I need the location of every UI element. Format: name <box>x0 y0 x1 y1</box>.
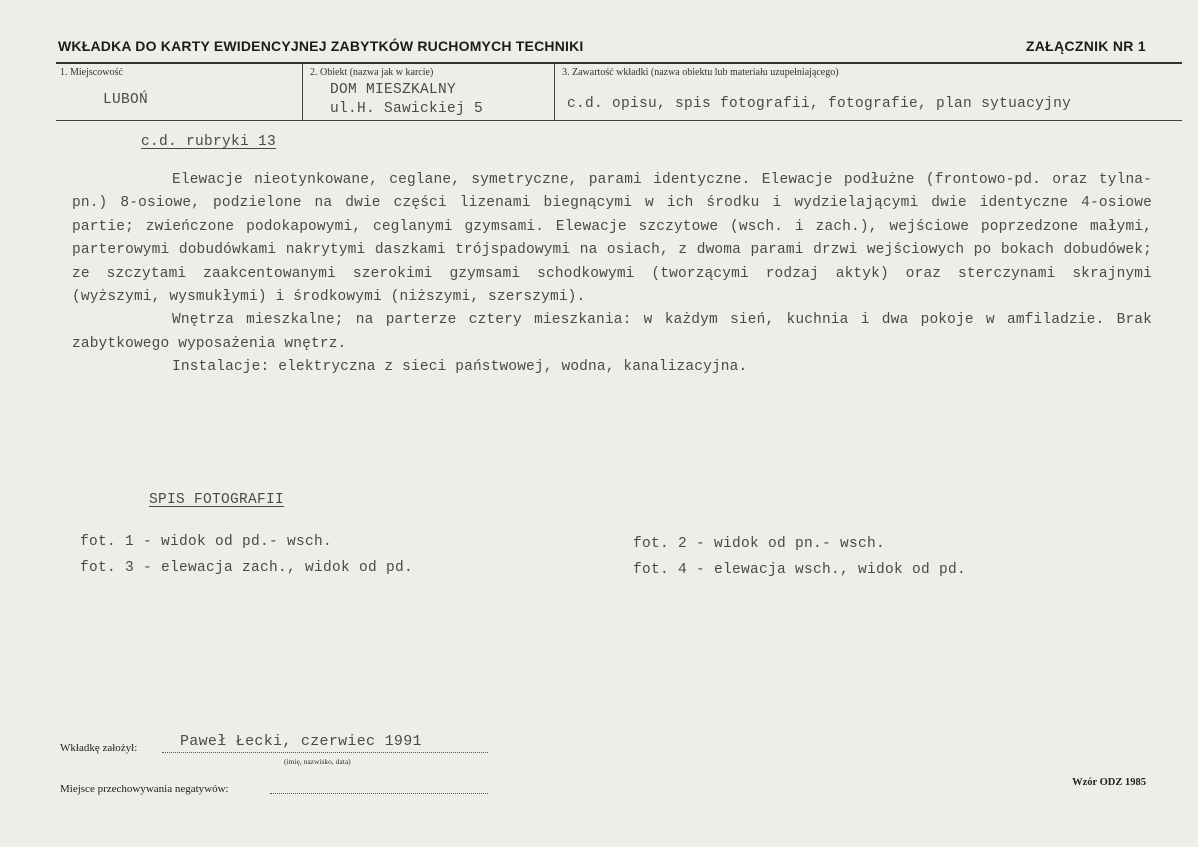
photo-item-4: fot. 4 - elewacja wsch., widok od pd. <box>633 562 967 578</box>
attachment-number: ZAŁĄCZNIK NR 1 <box>1025 38 1146 54</box>
photo-list-heading: SPIS FOTOGRAFII <box>149 492 285 508</box>
photo-item-2: fot. 2 - widok od pn.- wsch. <box>633 536 886 552</box>
author-value: Paweł Łecki, czerwiec 1991 <box>180 733 422 750</box>
section-heading: c.d. rubryki 13 <box>141 134 277 150</box>
author-hint: (imię, nazwisko, data) <box>284 757 351 766</box>
field-2-value-line2: ul.H. Sawickiej 5 <box>330 101 484 117</box>
paragraph-interiors: Wnętrza mieszkalne; na parterze cztery mieszkania: w każdym sień, kuchnia i dwa pokoje w amfiladzie. Brak zabytkowego wyposażenia wnętrz. <box>72 312 1152 352</box>
photo-item-3: fot. 3 - elewacja zach., widok od pd. <box>80 560 414 576</box>
field-1-value: LUBOŃ <box>103 92 149 108</box>
column-divider-1 <box>302 63 303 120</box>
field-2-value-line1: DOM MIESZKALNY <box>330 82 457 98</box>
paragraph-installations: Instalacje: elektryczna z sieci państwowej, wodna, kanalizacyjna. <box>172 359 748 376</box>
author-dotted-line <box>162 752 488 753</box>
table-bottom-border <box>56 120 1182 121</box>
table-top-border <box>56 62 1182 64</box>
column-divider-2 <box>554 63 555 120</box>
field-1-label: 1. Miejscowość <box>60 67 123 78</box>
field-3-value: c.d. opisu, spis fotografii, fotografie, plan sytuacyjny <box>567 96 1072 112</box>
photo-item-1: fot. 1 - widok od pd.- wsch. <box>80 534 333 550</box>
field-3-label: 3. Zawartość wkładki (nazwa obiektu lub materiału uzupełniającego) <box>562 67 839 78</box>
form-title: WKŁADKA DO KARTY EWIDENCYJNEJ ZABYTKÓW RUCHOMYCH TECHNIKI <box>58 38 584 54</box>
form-model: Wzór ODZ 1985 <box>1072 777 1146 788</box>
storage-dotted-line <box>270 793 488 794</box>
field-2-label: 2. Obiekt (nazwa jak w karcie) <box>310 67 434 78</box>
storage-label: Miejsce przechowywania negatywów: <box>60 783 229 795</box>
paragraph-elevations: Elewacje nieotynkowane, ceglane, symetryczne, parami identyczne. Elewacje podłużne (frontowo-pd. oraz tylna-pn.) 8-osiowe, podzielone na dwie części lizenami biegnącymi w ich środku i wydzielającymi dwie identyczne 4-osiowe partie; zwieńczone podokapowymi, ceglanymi gzymsami. Elewacje szczytowe (wsch. i zach.), wejściowe poprzedzone małymi, parterowymi dobudówkami nakrytymi daszkami trójspadowymi na osiach, z dwoma parami drzwi wejściowych po bokach dobudówek; ze szczytami zaakcentowanymi szerokimi gzymsami schodkowymi (tworzącymi rodzaj aktyk) oraz sterczynami skrajnymi (wyższymi, wysmukłymi) i środkowymi (niższymi, szerszymi). <box>72 172 1152 306</box>
description-text <box>72 169 1152 380</box>
author-label: Wkładkę założył: <box>60 742 138 754</box>
